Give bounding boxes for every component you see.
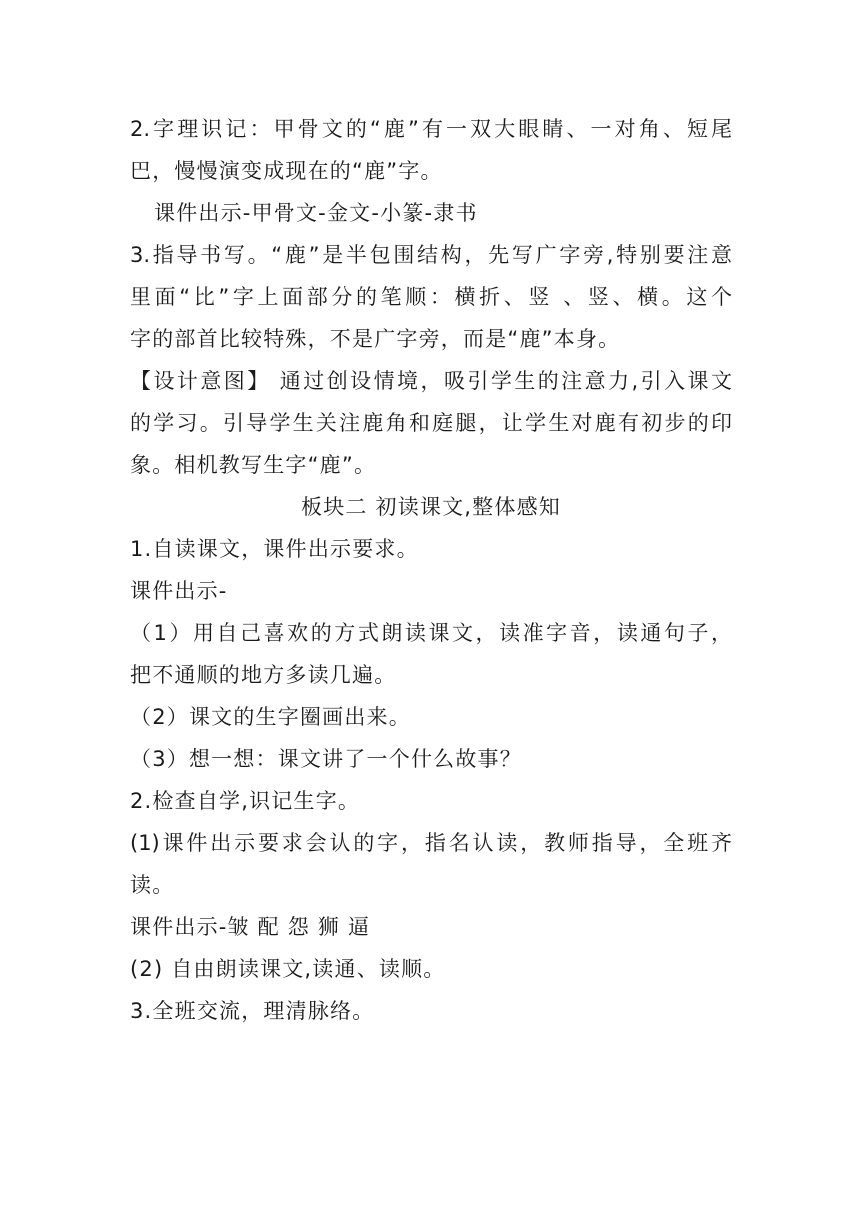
- paragraph-line: 象。相机教写生字“鹿”。: [130, 453, 377, 477]
- paragraph-line: 的学习。引导学生关注鹿角和庭腿，让学生对鹿有初步的印: [130, 411, 732, 435]
- paragraph-line: 里面“比”字上面部分的笔顺：横折、竖 、竖、横。这个: [130, 285, 732, 309]
- paragraph-line: (2) 自由朗读课文,读通、读顺。: [130, 957, 446, 981]
- paragraph-line: (1)课件出示要求会认的字，指名认读，教师指导，全班齐: [130, 831, 732, 855]
- list-item: （3）想一想：课文讲了一个什么故事？: [130, 747, 522, 771]
- section-heading: 板块二 初读课文,整体感知: [301, 495, 561, 519]
- paragraph-line: 巴，慢慢演变成现在的“鹿”字。: [130, 159, 443, 183]
- document-page: [130, 108, 732, 1032]
- paragraph-line: 3.指导书写。“鹿”是半包围结构，先写广字旁,特别要注意: [130, 243, 732, 267]
- paragraph-line: 2.字理识记：甲骨文的“鹿”有一双大眼睛、一对角、短尾: [130, 117, 732, 141]
- paragraph-line: 3.全班交流，理清脉络。: [130, 999, 375, 1023]
- list-item-continued: 把不通顺的地方多读几遍。: [130, 663, 397, 687]
- paragraph-line: 1.自读课文，课件出示要求。: [130, 537, 419, 561]
- paragraph-line: 读。: [130, 873, 175, 897]
- paragraph-line: 2.检查自学,识记生字。: [130, 789, 361, 813]
- paragraph-line: 课件出示-: [130, 579, 228, 603]
- paragraph-line: 课件出示-甲骨文-金文-小篆-隶书: [154, 201, 478, 225]
- design-intent-line: 【设计意图】 通过创设情境，吸引学生的注意力,引入课文: [130, 369, 732, 393]
- paragraph-line: 课件出示-皱 配 怨 狮 逼: [130, 915, 371, 939]
- list-item: （2）课文的生字圈画出来。: [130, 705, 411, 729]
- list-item: （1）用自己喜欢的方式朗读课文，读准字音，读通句子，: [130, 621, 732, 645]
- paragraph-line: 字的部首比较特殊，不是广字旁，而是“鹿”本身。: [130, 327, 621, 351]
